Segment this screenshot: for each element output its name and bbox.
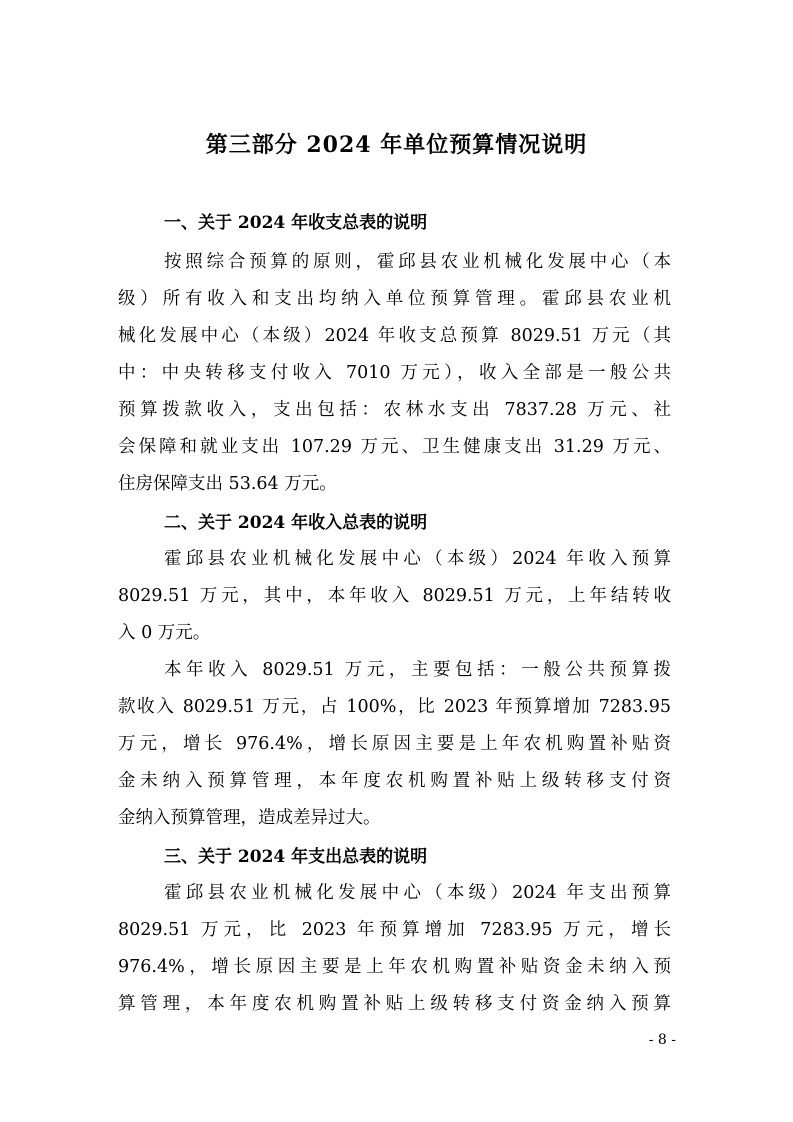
section-heading-1: 一、关于 2024 年收支总表的说明 <box>164 213 428 233</box>
paragraph-line: 金纳入预算管理，造成差异过大。 <box>118 808 381 828</box>
paragraph-line: 976.4%，增长原因主要是上年农机购置补贴资金未纳入预 <box>118 957 671 977</box>
paragraph-line: 款收入 8029.51 万元，占 100%，比 2023 年预算增加 7283.95 <box>118 697 671 717</box>
paragraph-line: 金未纳入预算管理，本年度农机购置补贴上级转移支付资 <box>118 771 671 791</box>
paragraph-line: 住房保障支出 53.64 万元。 <box>118 474 337 494</box>
paragraph-line: 预算拨款收入，支出包括：农林水支出 7837.28 万元、社 <box>118 400 671 420</box>
section-heading-3: 三、关于 2024 年支出总表的说明 <box>164 847 428 867</box>
paragraph-line: 级）所有收入和支出均纳入单位预算管理。霍邱县农业机 <box>118 289 671 309</box>
section-heading-2: 二、关于 2024 年收入总表的说明 <box>164 513 428 533</box>
paragraph-line: 8029.51 万元，其中，本年收入 8029.51 万元，上年结转收 <box>118 586 671 606</box>
paragraph-line: 万元，增长 976.4%，增长原因主要是上年农机购置补贴资 <box>118 734 671 754</box>
paragraph-line: 霍邱县农业机械化发展中心（本级）2024 年收入预算 <box>164 549 671 569</box>
paragraph-line: 械化发展中心（本级）2024 年收支总预算 8029.51 万元（其 <box>118 326 671 346</box>
page-number: - 8 - <box>648 1032 676 1048</box>
page-title: 第三部分 2024 年单位预算情况说明 <box>205 132 588 158</box>
paragraph-line: 入 0 万元。 <box>118 623 211 643</box>
paragraph-line: 中：中央转移支付收入 7010 万元），收入全部是一般公共 <box>118 363 671 383</box>
paragraph-line: 按照综合预算的原则，霍邱县农业机械化发展中心（本 <box>164 252 671 272</box>
paragraph-line: 会保障和就业支出 107.29 万元、卫生健康支出 31.29 万元、 <box>118 437 671 457</box>
paragraph-line: 本年收入 8029.51 万元，主要包括：一般公共预算拨 <box>164 660 671 680</box>
paragraph-line: 算管理，本年度农机购置补贴上级转移支付资金纳入预算 <box>118 994 671 1014</box>
paragraph-line: 霍邱县农业机械化发展中心（本级）2024 年支出预算 <box>164 883 671 903</box>
paragraph-line: 8029.51 万元，比 2023 年预算增加 7283.95 万元，增长 <box>118 920 671 940</box>
